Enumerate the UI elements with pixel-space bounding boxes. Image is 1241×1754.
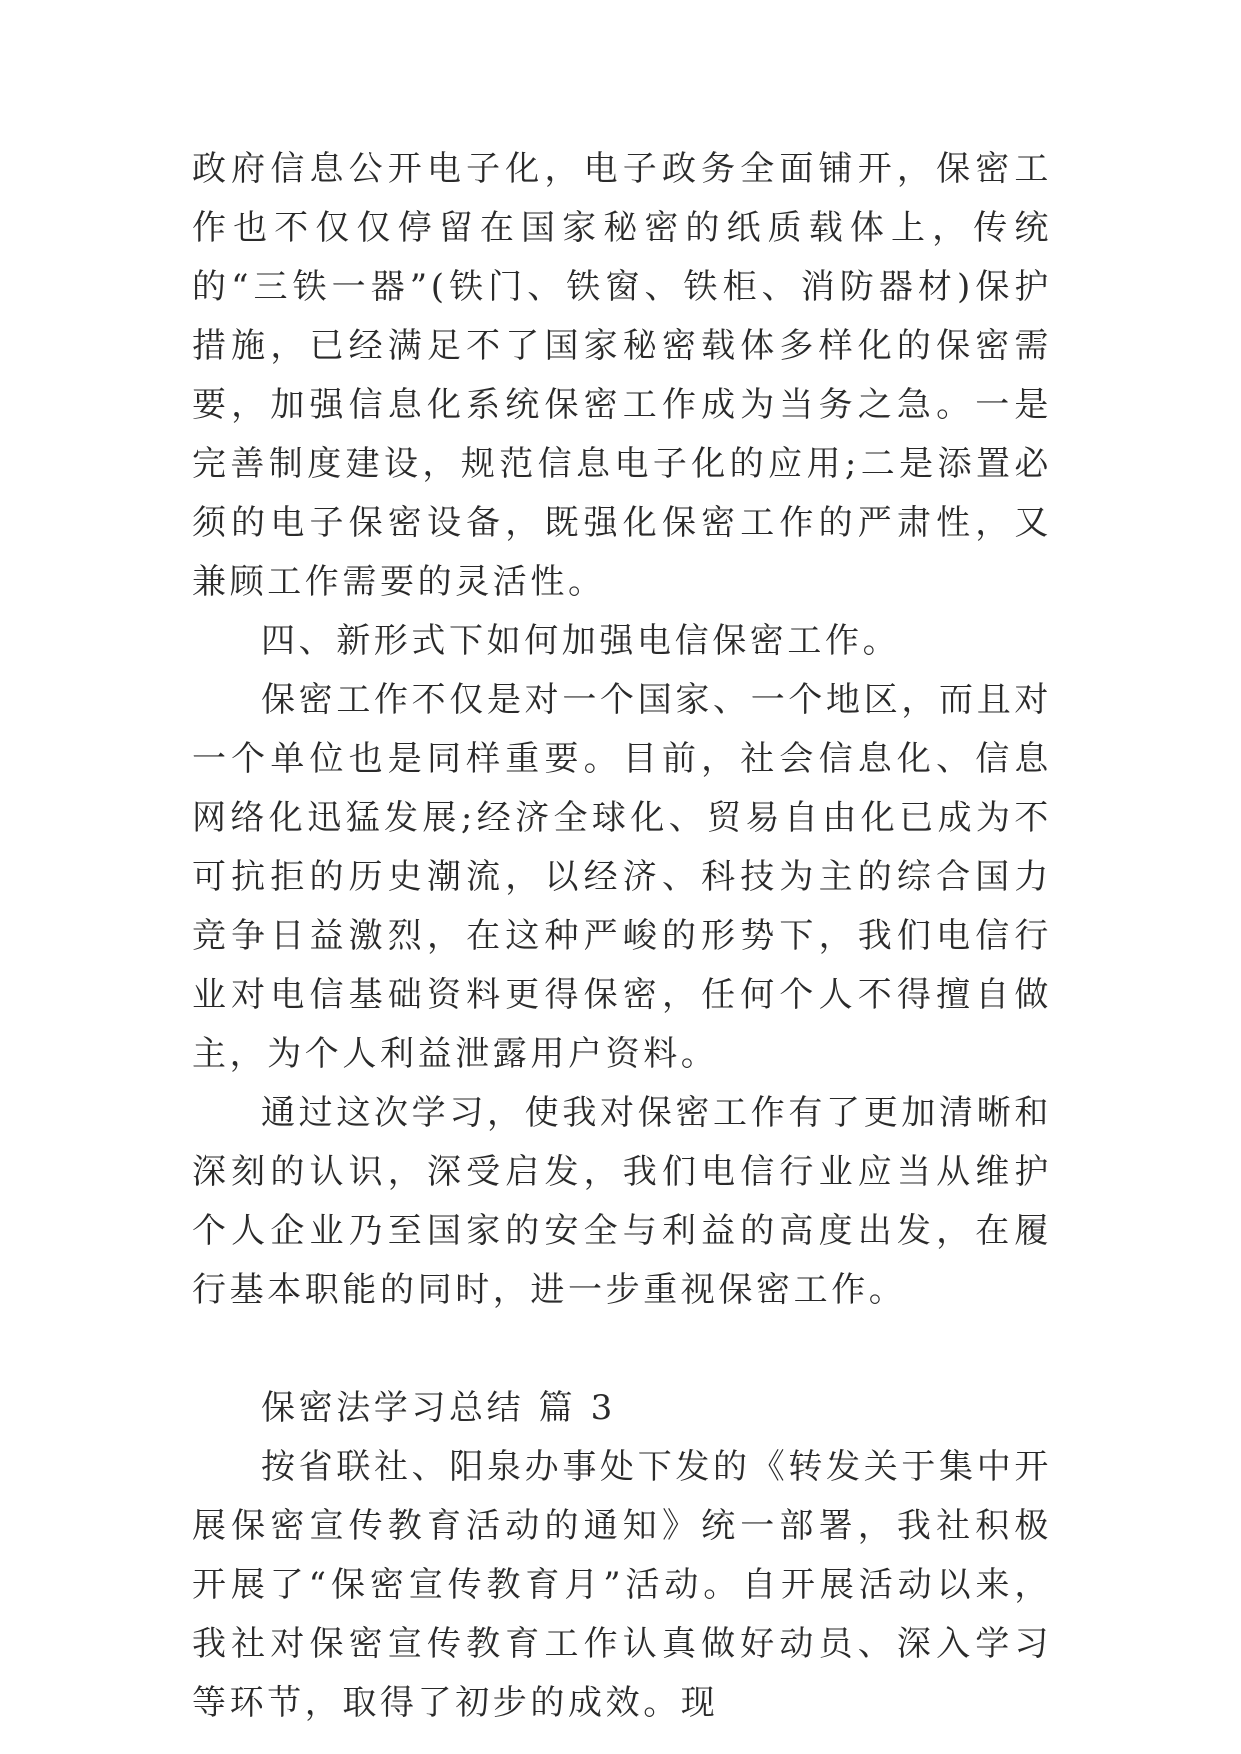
document-body (192, 140, 1052, 1733)
paragraph-heading-telecom-security: 四、新形式下如何加强电信保密工作。 (261, 621, 901, 661)
paragraph-section-intro: 按省联社、阳泉办事处下发的《转发关于集中开展保密宣传教育活动的通知》统一部署，我社积极开展了“保密宣传教育月”活动。自开展活动以来，我社对保密宣传教育工作认真做好动员、深入学习等环节，取得了初步的成效。现 (192, 1447, 1052, 1723)
paragraph-security-importance: 保密工作不仅是对一个国家、一个地区，而且对一个单位也是同样重要。目前，社会信息化、信息网络化迅猛发展;经济全球化、贸易自由化已成为不可抗拒的历史潮流，以经济、科技为主的综合国力竞争日益激烈，在这种严峻的形势下，我们电信行业对电信基础资料更得保密，任何个人不得擅自做主，为个人利益泄露用户资料。 (192, 680, 1052, 1074)
paragraph-electronic-government: 政府信息公开电子化，电子政务全面铺开，保密工作也不仅仅停留在国家秘密的纸质载体上，传统的“三铁一器”(铁门、铁窗、铁柜、消防器材)保护措施，已经满足不了国家秘密载体多样化的保密需要，加强信息化系统保密工作成为当务之急。一是完善制度建设，规范信息电子化的应用;二是添置必须的电子保密设备，既强化保密工作的严肃性，又兼顾工作需要的灵活性。 (192, 149, 1052, 602)
section-title: 保密法学习总结 篇 3 (261, 1388, 616, 1428)
paragraph-study-conclusion: 通过这次学习，使我对保密工作有了更加清晰和深刻的认识，深受启发，我们电信行业应当从维护个人企业乃至国家的安全与利益的高度出发，在履行基本职能的同时，进一步重视保密工作。 (192, 1093, 1052, 1310)
